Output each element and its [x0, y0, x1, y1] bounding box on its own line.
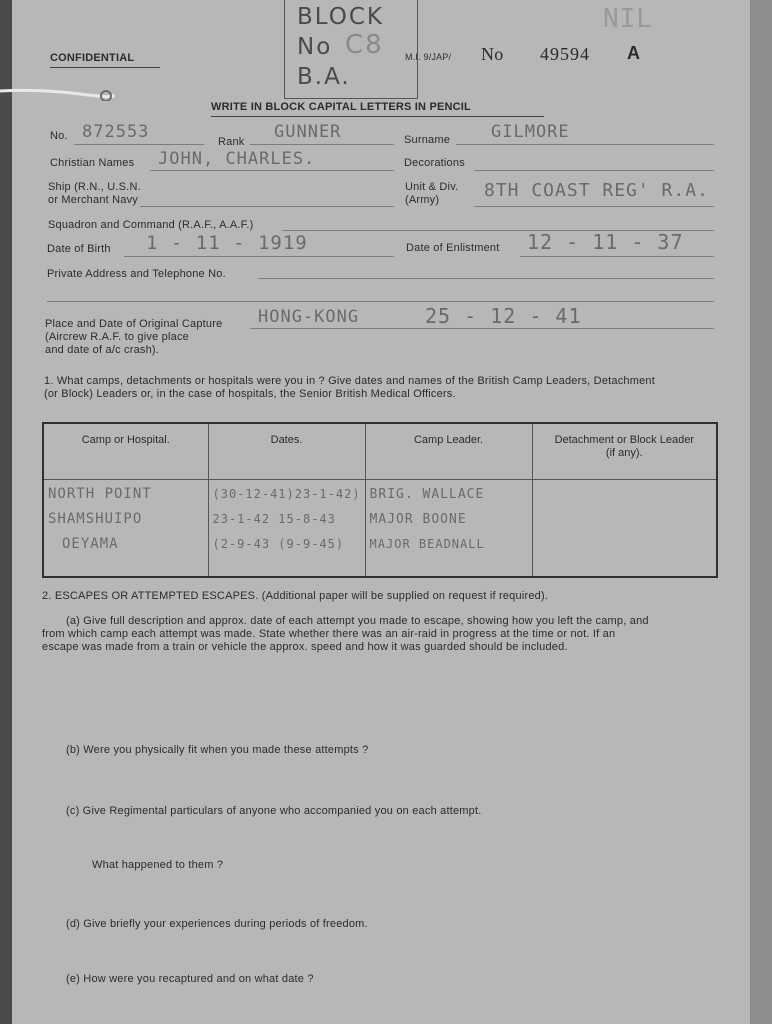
stamp-handwritten: C8	[345, 30, 384, 60]
camp-column-header: Camp or Hospital.	[43, 423, 208, 480]
camps-table-body-row	[43, 480, 717, 578]
unit-label-1: Unit & Div.	[405, 181, 459, 193]
unit-value: 8TH COAST REG' R.A.	[484, 180, 709, 201]
squadron-label: Squadron and Command (R.A.F., A.A.F.)	[48, 219, 254, 231]
leader-entry-1: BRIG. WALLACE	[369, 487, 485, 502]
capture-line	[250, 328, 714, 329]
enlistment-value: 12 - 11 - 37	[527, 230, 684, 254]
binder-shadow	[0, 0, 12, 1024]
detachment-leader-column-header: Detachment or Block Leader (if any).	[532, 423, 717, 480]
leader-cell	[365, 480, 532, 578]
surname-line	[456, 144, 714, 145]
capture-place-value: HONG-KONG	[258, 307, 360, 327]
rank-line	[250, 144, 394, 145]
stamp-block-text: BLOCK	[297, 4, 385, 30]
camps-table-header-row	[43, 423, 717, 480]
ship-label-1: Ship (R.N., U.S.N.	[48, 181, 141, 193]
camp-entry-3: OEYAMA	[62, 536, 119, 552]
capture-label-2: (Aircrew R.A.F. to give place	[45, 331, 189, 343]
unit-line	[474, 206, 714, 207]
unit-label-2: (Army)	[405, 194, 440, 206]
camp-entry-1: NORTH POINT	[48, 486, 152, 502]
camp-cell	[43, 480, 208, 578]
dob-label: Date of Birth	[47, 243, 111, 255]
capture-label-1: Place and Date of Original Capture	[45, 318, 223, 330]
christian-names-value: JOHN, CHARLES.	[158, 149, 316, 169]
question-2a-line-1: (a) Give full description and approx. date of each attempt you made to escape, showing how you left the camp, and	[66, 615, 649, 627]
camps-table	[42, 422, 718, 578]
dob-value: 1 - 11 - 1919	[146, 232, 308, 254]
no-label: No.	[50, 130, 68, 142]
surname-label: Surname	[404, 134, 451, 146]
confidential-underline	[50, 67, 160, 68]
question-1-line-1: 1. What camps, detachments or hospitals were you in ? Give dates and names of the British Camp Leaders, Detachment	[44, 375, 655, 387]
address-line-2	[47, 301, 714, 302]
capture-date-value: 25 - 12 - 41	[425, 304, 582, 328]
question-2a-line-2: from which camp each attempt was made. State whether there was an air-raid in progress at the time or not. If an	[42, 628, 616, 640]
stamp-ba-text: B.A.	[297, 64, 351, 90]
camp-entry-2: SHAMSHUIPO	[48, 511, 143, 527]
capture-label-3: and date of a/c crash).	[45, 344, 160, 356]
dates-column-header: Dates.	[208, 423, 365, 480]
question-2e: (e) How were you recaptured and on what date ?	[66, 973, 314, 985]
number-prefix: No	[481, 44, 504, 64]
enlistment-label: Date of Enlistment	[406, 242, 500, 254]
surname-value: GILMORE	[491, 122, 570, 142]
christian-names-label: Christian Names	[50, 157, 135, 169]
question-2-title: 2. ESCAPES OR ATTEMPTED ESCAPES. (Additional paper will be supplied on request if required).	[42, 590, 549, 602]
address-line-1	[258, 278, 714, 279]
nil-annotation: NIL	[603, 4, 653, 34]
question-2c-followup: What happened to them ?	[92, 859, 224, 871]
ship-label-2: or Merchant Navy	[48, 194, 139, 206]
dob-line	[124, 256, 394, 257]
christian-names-line	[150, 170, 394, 171]
detachment-cell	[532, 480, 717, 578]
address-label: Private Address and Telephone No.	[47, 268, 226, 280]
dates-cell	[208, 480, 365, 578]
question-2d: (d) Give briefly your experiences during periods of freedom.	[66, 918, 368, 930]
leader-entry-2: MAJOR BOONE	[369, 512, 467, 527]
instruction-underline	[211, 116, 544, 117]
instruction-heading: WRITE IN BLOCK CAPITAL LETTERS IN PENCIL	[211, 101, 471, 113]
dates-entry-1: (30-12-41)23-1-42)	[212, 487, 361, 501]
confidential-label: CONFIDENTIAL	[50, 52, 135, 64]
question-2b: (b) Were you physically fit when you made these attempts ?	[66, 744, 369, 756]
stamp-number-text: No	[297, 34, 333, 60]
question-2c: (c) Give Regimental particulars of anyone who accompanied you on each attempt.	[66, 805, 482, 817]
camp-leader-column-header: Camp Leader.	[365, 423, 532, 480]
dates-entry-3: (2-9-43 (9-9-45)	[212, 537, 345, 551]
ref-code: M.I. 9/JAP/	[405, 52, 452, 62]
dates-entry-2: 23-1-42 15-8-43	[212, 512, 336, 526]
enlistment-line	[520, 256, 714, 257]
form-suffix: A	[627, 43, 641, 63]
rank-label: Rank	[218, 136, 245, 148]
rank-value: GUNNER	[274, 122, 342, 142]
leader-entry-3: MAJOR BEADNALL	[369, 537, 485, 551]
decorations-label: Decorations	[404, 157, 465, 169]
question-1-line-2: (or Block) Leaders or, in the case of hospitals, the Senior British Medical Officers.	[44, 388, 456, 400]
form-number: 49594	[540, 44, 590, 64]
decorations-line	[474, 170, 714, 171]
no-line	[74, 144, 204, 145]
question-2a-line-3: escape was made from a train or vehicle the approx. speed and how it was guarded should be included.	[42, 641, 568, 653]
no-value: 872553	[82, 122, 150, 142]
string-tie	[0, 87, 118, 101]
ship-line	[140, 206, 394, 207]
page-edge	[750, 0, 772, 1024]
